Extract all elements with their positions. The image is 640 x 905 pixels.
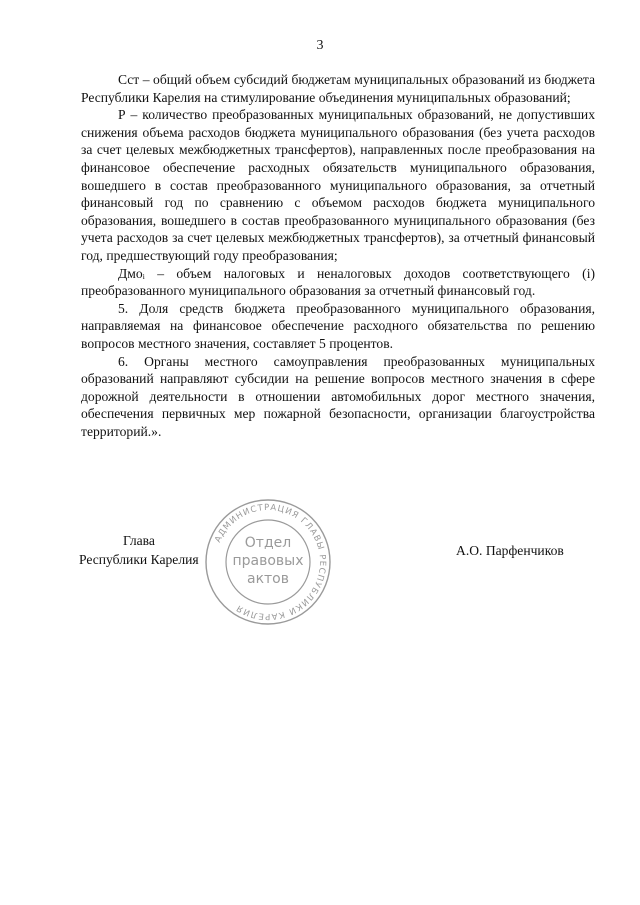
paragraph-item-6: 6. Органы местного самоуправления преобразованных муниципальных образований направляют субсидии на решение вопросов местного значения в сфере дорожной деятельности в отношении автомобильных дорог местного значения, обеспечения первичных мер пожарной безопасности, организации благоустройства территорий.».	[81, 353, 595, 439]
stamp-ring-text: АДМИНИСТРАЦИЯ ГЛАВЫ РЕСПУБЛИКИ КАРЕЛИЯ	[213, 502, 328, 622]
stamp-inner-line1: Отдел	[244, 535, 292, 551]
paragraph-p-definition: Р – количество преобразованных муниципальных образований, не допустивших снижения объема расходов бюджета муниципального образования (без учета расходов за счет целевых межбюджетных трансфертов), направленных после преобразования на финансовое обеспечение расходных обязательств муниципального образования, вошедшего в состав преобразованного муниципального образования, за отчетный финансовый год по сравнению с объемом расходов бюджета муниципального образования, вошедшего в состав преобразованного муниципального образования (без учета расходов за счет целевых межбюджетных трансфертов), за отчетный финансовый год, предшествующий году преобразования;	[81, 107, 595, 263]
signatory-name: А.О. Парфенчиков	[456, 543, 564, 558]
signature-title-line2: Республики Карелия	[79, 552, 199, 567]
signature-title	[79, 531, 219, 569]
stamp-inner-line2: правовых	[232, 553, 304, 569]
paragraph-cst-definition: Сст – общий объем субсидий бюджетам муниципальных образований из бюджета Республики Карелия на стимулирование объединения муниципальных образований;	[81, 72, 595, 105]
stamp-inner-line3: актов	[246, 571, 290, 587]
paragraph-dmo-definition: Дмоᵢ – объем налоговых и неналоговых доходов соответствующего (i) преобразованного муниципального образования за отчетный финансовый год.	[81, 265, 595, 299]
signature-title-line1: Глава	[123, 533, 155, 548]
paragraph-item-5: 5. Доля средств бюджета преобразованного муниципального образования, направляемая на финансовое обеспечение расходного обязательства по решению вопросов местного значения, составляет 5 процентов.	[81, 300, 595, 351]
official-stamp	[203, 497, 333, 627]
page-number: 3	[316, 38, 324, 53]
document-body	[81, 71, 595, 440]
